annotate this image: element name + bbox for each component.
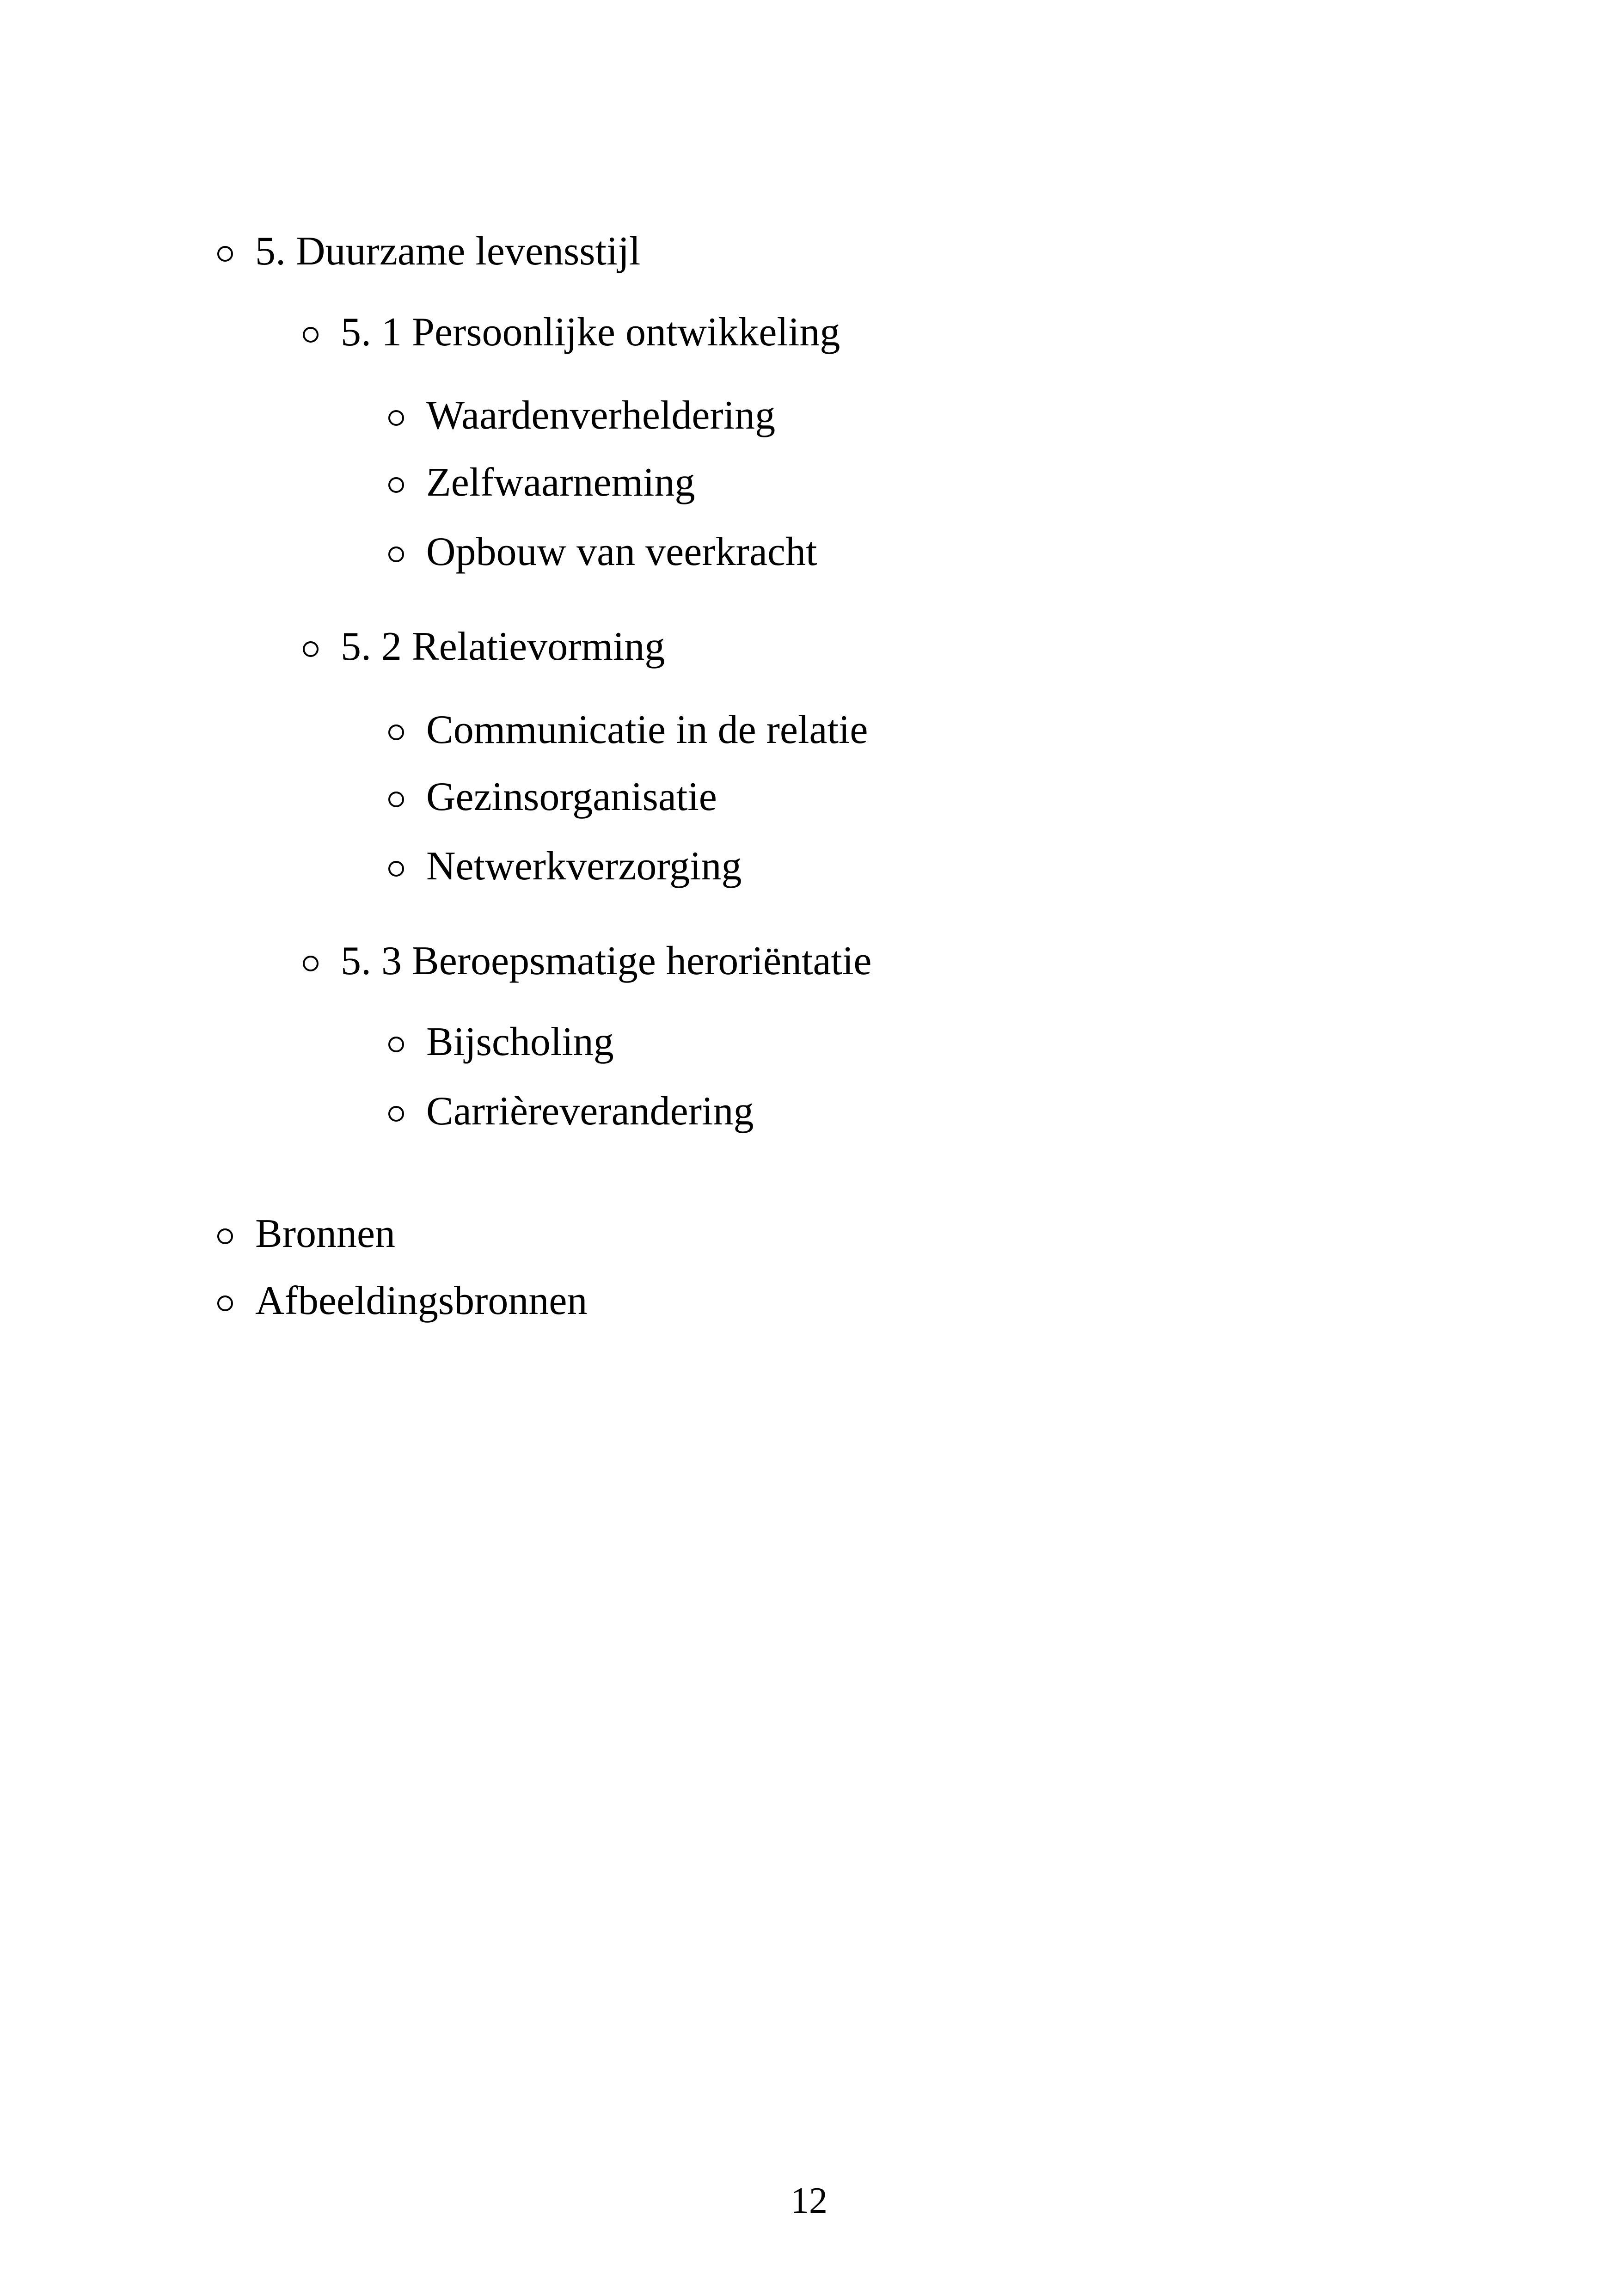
hollow-circle-bullet-icon [388,1106,404,1122]
outline-item-label: Bijscholing [426,1019,614,1064]
hollow-circle-bullet-icon [217,1295,233,1311]
outline-item-label: Netwerkverzorging [426,844,742,889]
outline-item-label: Communicatie in de relatie [426,707,868,752]
outline-subitem [388,1091,754,1132]
outline-item-label: Opbouw van veerkracht [426,529,817,574]
outline-subitem [388,529,817,574]
outline-subitem [388,707,868,752]
outline-item-label: 5. 2 Relatievorming [341,624,665,669]
outline-item-label: Afbeeldingsbronnen [255,1278,588,1323]
outline-subitem [388,462,695,503]
hollow-circle-bullet-icon [388,546,404,562]
hollow-circle-bullet-icon [388,477,404,493]
hollow-circle-bullet-icon [388,724,404,740]
hollow-circle-bullet-icon [217,246,233,262]
outline-item-label: 5. 1 Persoonlijke ontwikkeling [341,310,840,355]
outline-item-label: Waardenverheldering [426,393,776,438]
hollow-circle-bullet-icon [388,861,404,877]
outline-item-label: Gezinsorganisatie [426,774,717,819]
outline-item-section-5 [217,231,640,272]
outline-item-label: 5. 3 Beroepsmatige heroriëntatie [341,939,872,983]
outline-item-sources [217,1211,396,1256]
outline-item-label: 5. Duurzame levensstijl [255,229,641,274]
hollow-circle-bullet-icon [303,641,319,657]
outline-subitem [388,395,775,436]
outline-subitem [388,774,717,819]
hollow-circle-bullet-icon [303,327,319,343]
page-number: 12 [791,2180,827,2221]
outline-item-section-5-3 [303,941,871,982]
hollow-circle-bullet-icon [217,1228,233,1244]
hollow-circle-bullet-icon [388,410,404,426]
outline-subitem [388,1019,614,1064]
outline-item-label: Zelfwaarneming [426,460,695,505]
outline-item-section-5-2 [303,626,665,667]
outline-item-section-5-1 [303,312,840,353]
outline-subitem [388,846,742,887]
outline-item-label: Carrièreverandering [426,1089,754,1134]
hollow-circle-bullet-icon [303,956,319,971]
outline-item-image-sources [217,1278,588,1323]
outline-item-label: Bronnen [255,1211,396,1256]
hollow-circle-bullet-icon [388,1037,404,1052]
hollow-circle-bullet-icon [388,792,404,807]
